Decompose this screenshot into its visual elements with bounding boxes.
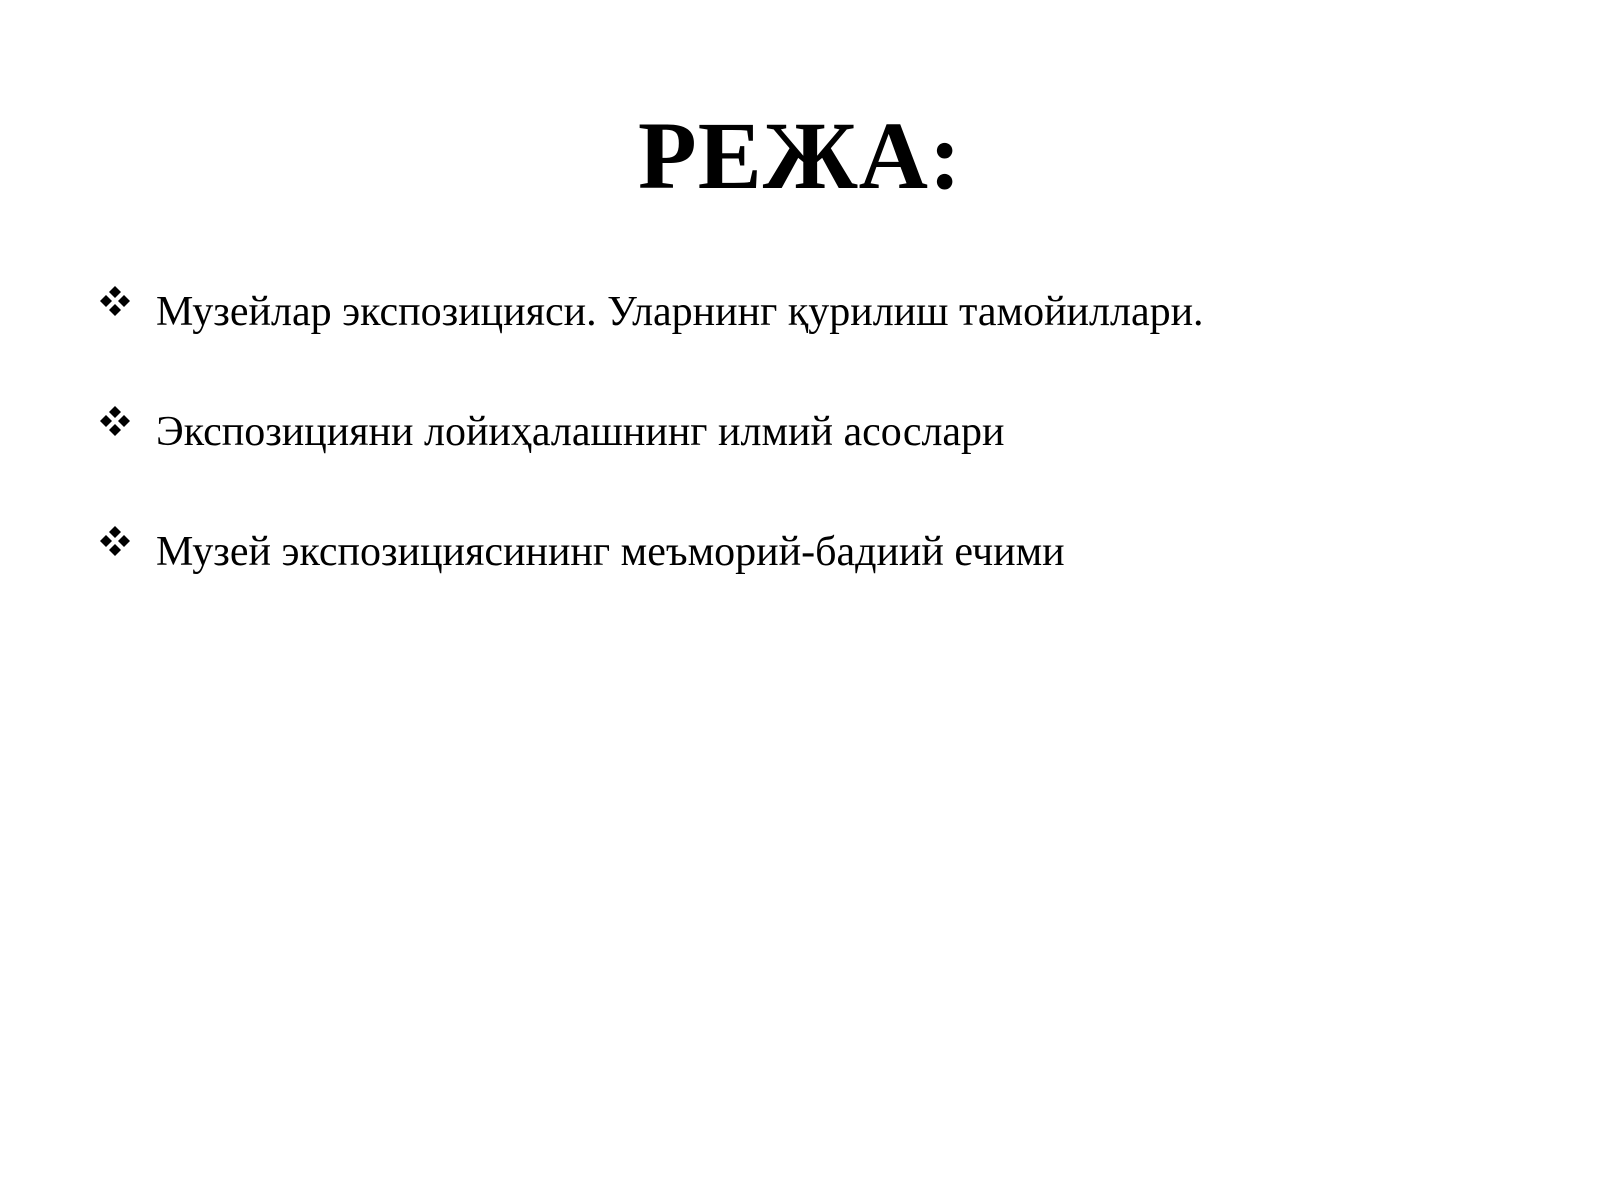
- list-item: [98, 522, 1518, 642]
- four-diamond-bullet-icon: [98, 284, 132, 318]
- four-diamond-bullet-icon: [98, 404, 132, 438]
- list-item-text: Экспозицияни лойиҳалашнинг илмий асослари: [156, 409, 1005, 455]
- list-item: [98, 282, 1518, 402]
- list-item: [98, 402, 1518, 522]
- slide-title: РЕЖА:: [638, 102, 962, 209]
- four-diamond-bullet-icon: [98, 524, 132, 558]
- bullet-list: [98, 282, 1518, 642]
- list-item-text: Музейлар экспозицияси. Уларнинг қурилиш тамойиллари.: [156, 289, 1204, 335]
- list-item-text: Музей экспозициясининг меъморий-бадиий ечими: [156, 529, 1065, 575]
